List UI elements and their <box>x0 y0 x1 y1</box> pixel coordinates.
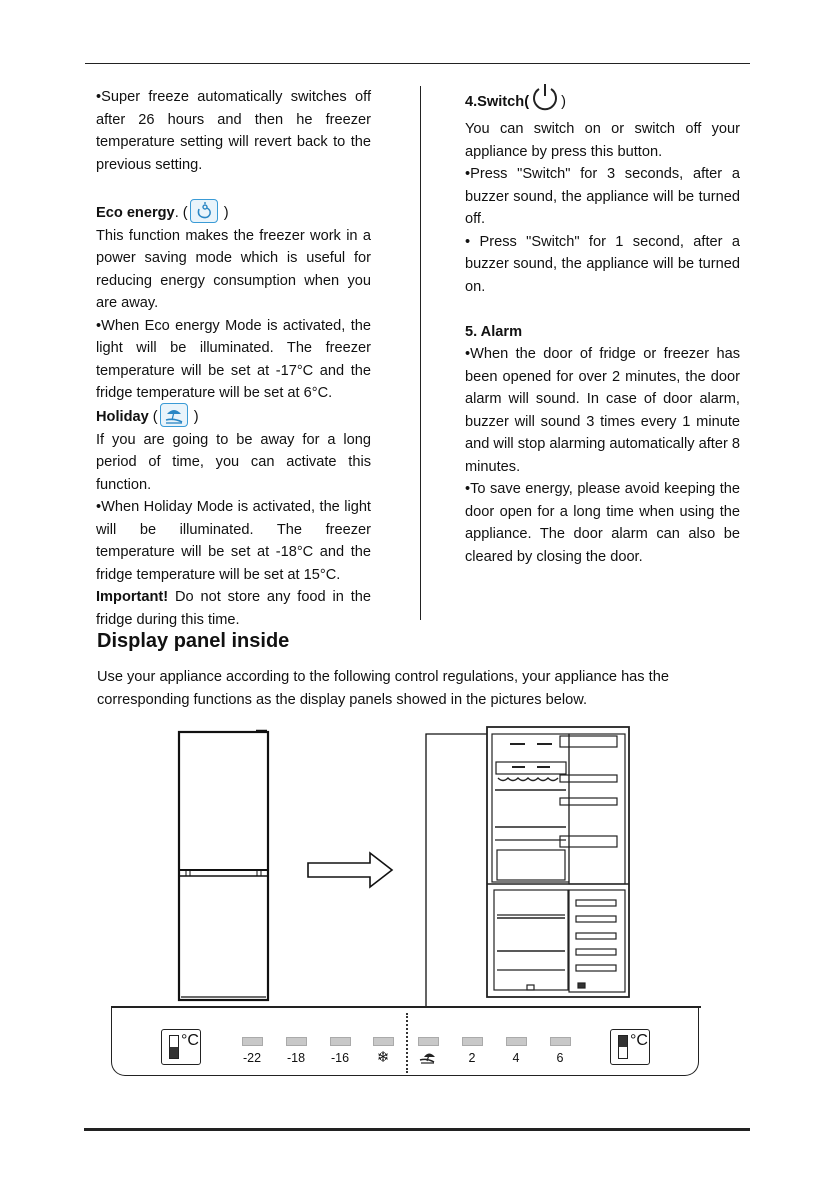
fridge-temp-button[interactable] <box>610 1029 650 1065</box>
eco-energy-icon <box>190 199 218 223</box>
header-rule <box>85 63 750 64</box>
eco-energy-title: Eco energy <box>96 204 175 221</box>
text-line: cleared by closing the door. <box>465 548 643 565</box>
text-line: •When Holiday Mode is activated, the light <box>96 499 371 515</box>
holiday-icon <box>418 1051 438 1064</box>
fridge-setting-indicator <box>496 1037 536 1065</box>
text-line: on. <box>465 278 486 295</box>
text-line: This function makes the freezer work in a <box>96 227 371 244</box>
super-freeze-indicator <box>363 1037 403 1065</box>
open-fridge-outer <box>487 727 629 997</box>
text-line: temperature will be set at -18°C and the <box>96 544 371 560</box>
text-line: temperature will be set at -17°C and the <box>96 362 371 379</box>
power-icon <box>529 81 561 113</box>
paren-open: . ( <box>174 204 188 221</box>
freezer-thermometer-icon <box>169 1035 179 1059</box>
section-intro <box>97 666 717 711</box>
text-line: temperature setting will revert back to the <box>96 134 371 150</box>
text-line: off. <box>465 211 486 227</box>
text-line: buzzer sound, the appliance will be turned <box>465 256 740 272</box>
paren-close: ) <box>223 204 229 221</box>
intro-line: Use your appliance according to the following control regulations, your appliance has the <box>97 669 669 685</box>
switch-heading <box>465 86 740 118</box>
text-line: buzzer will sound 3 times every 1 minute <box>465 413 740 430</box>
indicator-led <box>373 1037 394 1046</box>
text-line: If you are going to be away for a long <box>96 431 371 448</box>
freezer-door-inner <box>569 890 625 992</box>
freezer-compartment <box>494 890 568 990</box>
text-line: alarm will sound. In case of door alarm, <box>465 391 740 407</box>
column-divider <box>420 86 421 620</box>
crisper-drawer <box>497 850 565 880</box>
setting-label: -16 <box>330 1051 350 1065</box>
text-line: and will stop alarming automatically after 8 <box>465 436 740 452</box>
section-title: Display panel inside <box>97 630 290 652</box>
text-line: You can switch on or switch off your <box>465 121 740 137</box>
paren-close: ) <box>561 93 566 110</box>
left-column <box>96 86 371 631</box>
fridge-setting-indicator <box>452 1037 492 1065</box>
text-line: buzzer sound, the appliance will be turned <box>465 188 740 205</box>
switch-title: 4.Switch( <box>465 93 530 110</box>
paren-open: ( <box>148 408 158 425</box>
freezer-setting-indicator <box>276 1037 316 1065</box>
freezer-setting-indicator <box>232 1037 272 1065</box>
alarm-heading <box>465 321 740 344</box>
setting-label: 2 <box>468 1051 476 1065</box>
intro-line: corresponding functions as the display panels showed in the pictures below. <box>97 691 588 708</box>
text-line: door open for a long time when using the <box>465 503 740 520</box>
important-note <box>96 586 371 609</box>
text-line: •When the door of fridge or freezer has <box>465 346 740 362</box>
holiday-title: Holiday <box>96 408 149 425</box>
leader-line <box>426 734 487 1006</box>
fridge-compartment <box>492 734 569 882</box>
text-line: period of time, you can activate this <box>96 454 371 470</box>
right-column <box>465 86 740 568</box>
fridge-door-inner <box>569 734 625 884</box>
fridge-unit: °C <box>630 1032 648 1049</box>
indicator-led <box>330 1037 351 1046</box>
holiday-heading <box>96 405 371 429</box>
footer-rule <box>84 1128 750 1131</box>
freezer-unit: °C <box>181 1032 199 1049</box>
setting-label: -18 <box>286 1051 306 1065</box>
text-line: • Press "Switch" for 1 second, after a <box>465 233 740 250</box>
text-line: power saving mode which is useful for <box>96 250 371 266</box>
indicator-led <box>418 1037 439 1046</box>
fridge-body <box>179 732 268 1000</box>
text-line: reducing energy consumption when you <box>96 272 371 289</box>
freezer-setting-indicator <box>320 1037 360 1065</box>
paren-close: ) <box>193 408 199 425</box>
important-text: Do not store any food in the <box>168 589 371 605</box>
setting-label: 6 <box>556 1051 564 1065</box>
text-line: after 26 hours and then he freezer <box>96 111 371 128</box>
text-line: function. <box>96 476 152 493</box>
text-line: light will be illuminated. The freezer <box>96 340 371 356</box>
alarm-title: 5. Alarm <box>465 323 523 340</box>
closed-fridge-drawing <box>179 731 268 1000</box>
text-line: fridge temperature will be set at 15°C. <box>96 566 341 583</box>
indicator-led <box>462 1037 483 1046</box>
text-line: •Super freeze automatically switches off <box>96 89 371 105</box>
text-line: •Press "Switch" for 3 seconds, after a <box>465 166 740 182</box>
setting-label: 4 <box>512 1051 520 1065</box>
text-line: been opened for over 2 minutes, the door <box>465 368 740 385</box>
indicator-led <box>506 1037 527 1046</box>
text-line: fridge temperature will be set at 6°C. <box>96 385 333 401</box>
holiday-icon <box>160 403 188 427</box>
fridge-setting-indicator <box>540 1037 580 1065</box>
important-label: Important! <box>96 589 169 605</box>
text-line: previous setting. <box>96 156 203 173</box>
fridge-thermometer-icon <box>618 1035 628 1059</box>
text-line: minutes. <box>465 458 521 475</box>
snowflake-icon: ❄ <box>376 1049 390 1066</box>
text-line: are away. <box>96 295 159 311</box>
arrow-icon <box>308 853 392 887</box>
text-line: appliance by press this button. <box>465 143 663 160</box>
setting-label: -22 <box>242 1051 262 1065</box>
text-line: fridge during this time. <box>96 611 240 628</box>
holiday-indicator <box>408 1037 448 1067</box>
text-line: will be illuminated. The freezer <box>96 521 371 538</box>
text-line: •When Eco energy Mode is activated, the <box>96 317 371 334</box>
text-line: •To save energy, please avoid keeping the <box>465 481 740 497</box>
indicator-led <box>242 1037 263 1046</box>
indicator-led <box>286 1037 307 1046</box>
indicator-led <box>550 1037 571 1046</box>
text-line: appliance. The door alarm can also be <box>465 526 740 542</box>
eco-energy-heading <box>96 201 371 225</box>
open-fridge-drawing <box>487 727 629 997</box>
freezer-temp-button[interactable] <box>161 1029 201 1065</box>
